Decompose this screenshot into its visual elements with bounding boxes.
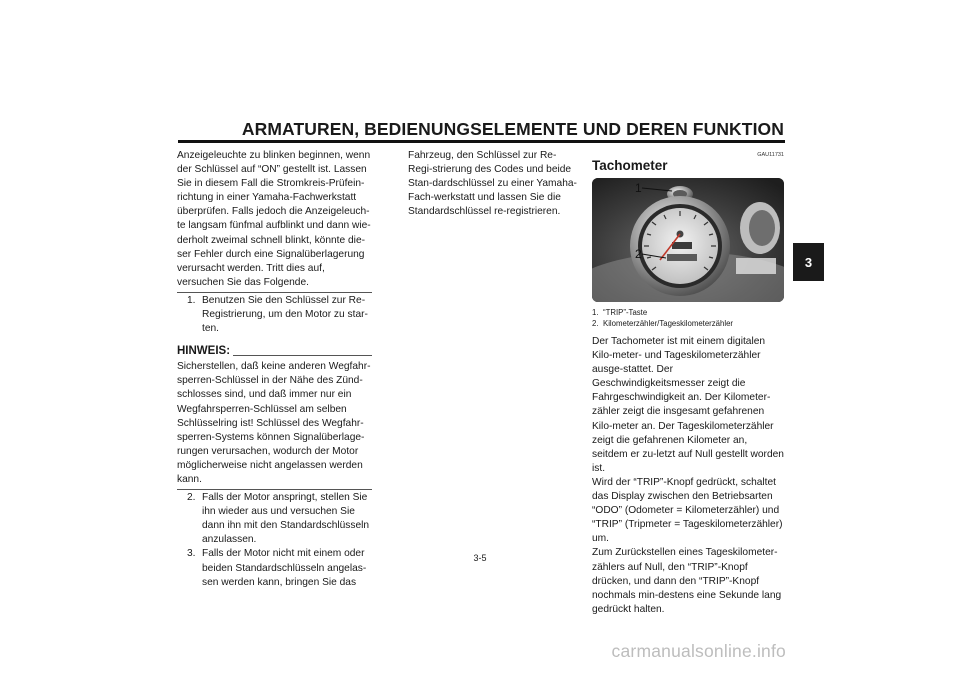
caption-item [592,307,784,318]
note-heading [177,345,372,358]
note-text: Sicherstellen, daß keine anderen Wegfahr-sperren-Schlüssel in der Nähe des Zünd-schlosses sind, und daß immer nur ein Wegfahrsperren-Schlüssel am selben Schlüsselring ist! Schlüssel des Wegfahr-sperren-Systems können Signalüberlage-rungen verursachen, wodurch der Motor möglicherweise nicht angelassen werden kann. [177,361,371,485]
tachometer-illustration [592,178,784,302]
step-text: Benutzen Sie den Schlüssel zur Re-Registrierung, um den Motor zu star-ten. [202,294,368,335]
document-code: GAU11731 [757,152,784,158]
step-text: Falls der Motor anspringt, stellen Sie ihn wieder aus und versuchen Sie dann ihn mit den Standardschlüsseln anzulassen. [202,492,370,546]
step-item [187,491,372,547]
trip-button-paragraph: Wird der “TRIP”-Knopf gedrückt, schaltet das Display zwischen den Betriebsarten “ODO” (Odometer = Kilometerzähler) und “TRIP” (Tripmeter = Tageskilometerzähler) um. [592,476,783,545]
continued-paragraph: Fahrzeug, den Schlüssel zur Re-Regi-strierung des Codes und beide Stan-dardschlüssel zu einer Yamaha-Fach-werkstatt und lassen Sie die Standardschlüssel re-registrieren. [408,150,577,218]
photo-captions [592,307,784,329]
step-list [177,294,372,336]
tachometer-photo [592,178,784,302]
caption-number: 1. [592,308,599,317]
note-label: HINWEIS: [177,345,231,358]
step-list [177,491,372,590]
page-number: 3-5 [473,553,487,563]
column-right [592,149,784,617]
step-number: 1. [187,294,196,306]
section-title: Tachometer [592,158,668,173]
caption-text: Kilometerzähler/Tageskilometerzähler [603,319,734,328]
caption-text: “TRIP”-Taste [603,308,648,317]
intro-paragraph: Anzeigeleuchte zu blinken beginnen, wenn der Schlüssel auf “ON” gestellt ist. Lassen Sie in diesem Fall die Stromkreis-Prüfein-richtung in einer Yamaha-Fachwerkstatt überprüfen. Falls jedoch die Anzeigeleuch-te langsam fünfmal aufblinkt und dann wie-derholt zweimal schnell blinkt, könnte die-ser Fehler durch eine Signalüberlagerung verursacht werden. Tritt dies auf, versuchen Sie das Folgende. [177,150,371,288]
step-number: 2. [187,492,196,504]
caption-number: 2. [592,319,599,328]
callout-1: 1 [635,181,642,195]
header-rule [178,140,785,143]
divider [177,489,372,490]
watermark: carmanualsonline.info [611,641,786,661]
caption-item [592,318,784,329]
chapter-tab[interactable]: 3 [793,243,824,281]
reset-paragraph: Zum Zurückstellen eines Tageskilometer-zählers auf Null, den “TRIP”-Knopf drücken, und dann den “TRIP”-Knopf nochmals min-destens eine Sekunde lang gedrückt halten. [592,547,782,615]
note-heading-rule [233,355,372,356]
column-middle [408,149,580,219]
step-text: Falls der Motor nicht mit einem oder beiden Standardschlüsseln angelas-sen werden kann, bringen Sie das [202,548,367,588]
step-number: 3. [187,548,196,560]
tachometer-paragraph: Der Tachometer ist mit einem digitalen Kilo-meter- und Tageskilometerzähler ausge-stattet. Der Geschwindigkeitsmesser zeigt die Fahrgeschwindigkeit an. Der Kilometer-zähler zeigt die insgesamt gefahrenen Kilo-meter an. Der Tageskilometerzähler zeigt die gefahrenen Kilometer an, seitdem er zu-letzt auf Null gestellt worden ist. [592,336,784,474]
step-item [187,547,372,589]
column-left [177,149,372,590]
step-item [187,294,372,336]
callout-2: 2 [635,247,642,261]
page-title: ARMATUREN, BEDIENUNGSELEMENTE UND DEREN FUNKTION [241,119,784,139]
divider [177,292,372,293]
